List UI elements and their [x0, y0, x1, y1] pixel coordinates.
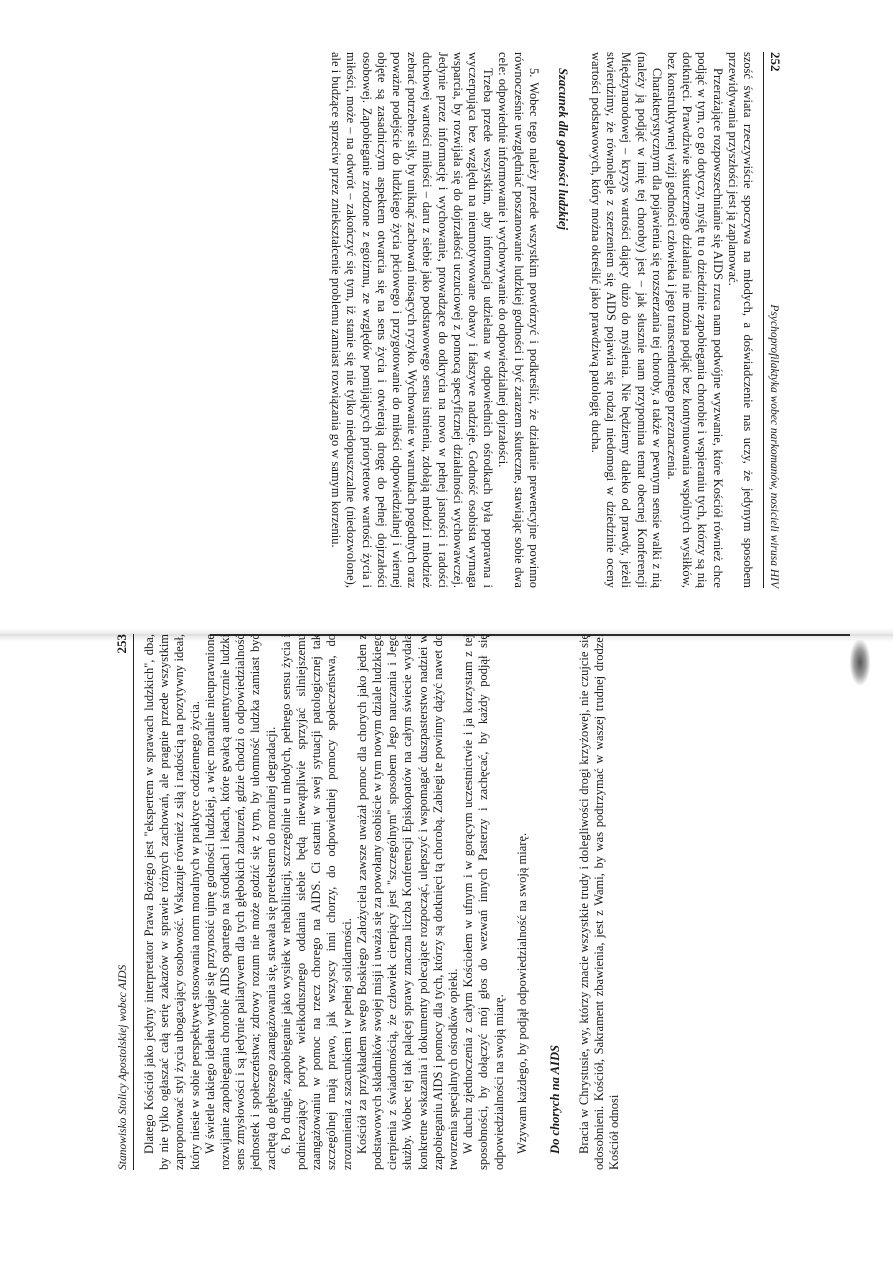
paragraph: 6. Po drugie, zapobieganie jako wysiłek w rehabilitacji, szczególnie u młodych, pełnego sensu życia i podnieczający poryw wielkodusznego oddania siebie będą niewątpliwie sprzyjać silniejszemu zaangażowaniu w pomoc na rzecz chorego na AIDS. Ci ostatni w swej sytuacji patologicznej tak szczególnej mają prawo, jak wszyscy inni chorzy, do odpowiedniej pomocy społeczeństwa, do zrozumienia z szacunkiem i w pełnej solidarności. [278, 634, 354, 1170]
page-number: 252 [768, 52, 783, 72]
paragraph: Trzeba przede wszystkim, aby informacja udzielana w odpowiednich ośrodkach była poprawna i wyczerpująca bez względu na nieumotywowane obawy i fałszywe nadzieje. Godność osobista wymaga wsparcia, by rozwijała się do dojrzałości uczuciowej z pomocą specyficznej działalności wychowawczej. Jedynie przez informację i wychowanie, prowadzące do odkrycia na nowo w pełnej jasności i radości duchowej wartości miłości – daru z siebie jako podstawowego sensu istnienia, zdołają młodzi i młodzież zebrać potrzebne siły, by uniknąć zachowań niosących ryzyko. Wychowanie w warunkach pogodnych oraz poważne podejście do ludzkiego życia płciowego i przygotowanie do miłości odpowiedzialnej i wiernej objęte są zasadniczym aspektem otwarcia się na sens życia i otwierają drogę do pełnej dojrzałości osobowej. Zapobieganie zrodzone z egoizmu, ze względów pomijających priorytetowe wartości życia i miłości, może – na odwrót – zakończyć się tym, iż stanie się nie tylko niedopuszczalne (niedozwolone), ale i budzące sprzeciw przez zniekształcenie problemu zamiast rozwiązania go w samym korzeniu. [329, 52, 496, 588]
page-253 [100, 622, 890, 1182]
paragraph: 5. Wobec tego należy przede wszystkim powtórzyć i podkreślić, że działanie prewencyjne powinno równocześnie uwzględniać poszanowanie ludzkiej godności i być zarazem skuteczne, stawiając sobie dwa cele: odpowiednie informowanie i wychowywanie do odpowiedzialnej dojrzałości. [496, 52, 541, 588]
page-number: 253 [114, 634, 129, 654]
running-header [114, 634, 134, 1170]
running-title: Psychoprofilaktyka wobec narkomanów, nosicieli wirusa HIV [768, 304, 780, 588]
paragraph: Bracia w Chrystusie, wy, którzy znacie wszystkie trudy i dolegliwości drogi krzyżowej, nie czujcie się odosobnieni. Kościół, Sakrament zbawienia, jest z Wami, by was podtrzymać w waszej trudnej drodze. Kościół odnosi [577, 634, 622, 1170]
section-heading: Do chorych na AIDS [548, 1044, 563, 1154]
paragraph: Kościół za przykładem swego Boskiego Założyciela zawsze uważał pomoc dla chorych jako jeden z podstawowych składników swojej misji i uważa się za powołany osobiście w tym nowym dziale ludzkiego cierpienia z świadomością, że człowiek cierpiący jest "szczególnym" sposobem Jego nauczania i Jego służby. Wobec tej tak palącej sprawy znaczna liczba Konferencji Episkopatów na całym świecie wydała konkretne wskazania i dokumenty polecające rozpocząć, ulepszyć i wspomagać duszpasterstwo nadziei w zapobieganiu AIDS i pomocy dla tych, którzy są dotknięci tą chorobą. Zabiegi te powinny dążyć nawet do tworzenia specjalnych ośrodków opieki. [354, 634, 461, 1170]
paragraph: Dlatego Kościół jako jedyny interpretator Prawa Bożego jest "ekspertem w sprawach ludzkich", dba, by nie tylko ogłaszać całą serię zakazów w sprawie różnych zachowań, ale pragnie przede wszystkim zaproponować styl życia ubogacający osobowość. Wskazuje również z siłą i radością na pozytywny ideał, który niesie w sobie perspektywę stosowania norm moralnych w praktyce codziennego życia. [142, 634, 202, 1170]
paragraph: szość świata rzeczywiście spoczywa na młodych, a doświadczenie nas uczy, że jedynym sposobem przewidywania przyszłości jest ją zaplanować. [725, 52, 755, 588]
running-header [763, 52, 783, 588]
paragraph: W duchu zjednoczenia z całym Kościołem w ufnym i w gorącym uczestnictwie i ja korzystam z tej sposobności, by dołączyć mój głos do wezwań innych Pasterzy i zachęcać, by każdy podjął się odpowiedzialności na swoją miarę. [461, 634, 506, 1170]
page-252 [7, 40, 797, 600]
section-heading: Szacunek dla godności ludzkiej [555, 68, 570, 230]
page-body [142, 634, 623, 1170]
page-body [328, 52, 755, 588]
running-title: Stanowisko Stolicy Apostolskiej wobec AIDS [117, 964, 129, 1170]
paragraph: W świetle takiego ideału wydaje się przynosić ujmę godności ludzkiej, a więc moralnie nieuprawnione rozwijanie zapobiegania chorobie AIDS opartego na środkach i lekach, które gwałcą autentycznie ludzki sens zmysłowości i są jedynie paliatywem dla tych głębokich zaburzeń, gdzie chodzi o odpowiedzialność jednostek i społeczeństwa; zdrowy rozum nie może godzić się z tym, by ułomność ludzka zamiast być zachętą do głębszego zaangażowania się, stawała się pretekstem do moralnej degradacji. [202, 634, 278, 1170]
paragraph: Wzywam każdego, by podjął odpowiedzialność na swoją miarę. [514, 832, 529, 1154]
paragraph: Charakterystycznym dla pojawienia się rozszerzania tej choroby, a także w pewnym sensie walki z nią (należy ją podjąć w imię tej choroby) jest – jak słusznie nam przypomina temat obecnej Konferencji Międzynarodowej – kryzys wartości dający dużo do myślenia. Nie będziemy daleko od prawdy, jeżeli stwierdzimy, że równolegle z szerzeniem się AIDS pojawia się rodzaj niedomogi w dziedzinie oceny wartości podstawowych, który można określić jako prawdziwą patologię ducha. [588, 52, 664, 588]
paragraph: Przerażające rozpowszechnianie się AIDS rzuca nam podwójne wyzwanie, które Kościół również chce podjąć w tym, co go dotyczy, myślę tu o dziedzinie zapobiegania chorobie i wspieraniu tych, którzy są nią dotknięci. Prawdziwie skutecznego działania nie można podjąć bez kontynuowania wspólnych wysiłków, bez konstruktywnej wizji godności człowieka i jego transcendentnego przeznaczenia. [664, 52, 725, 588]
